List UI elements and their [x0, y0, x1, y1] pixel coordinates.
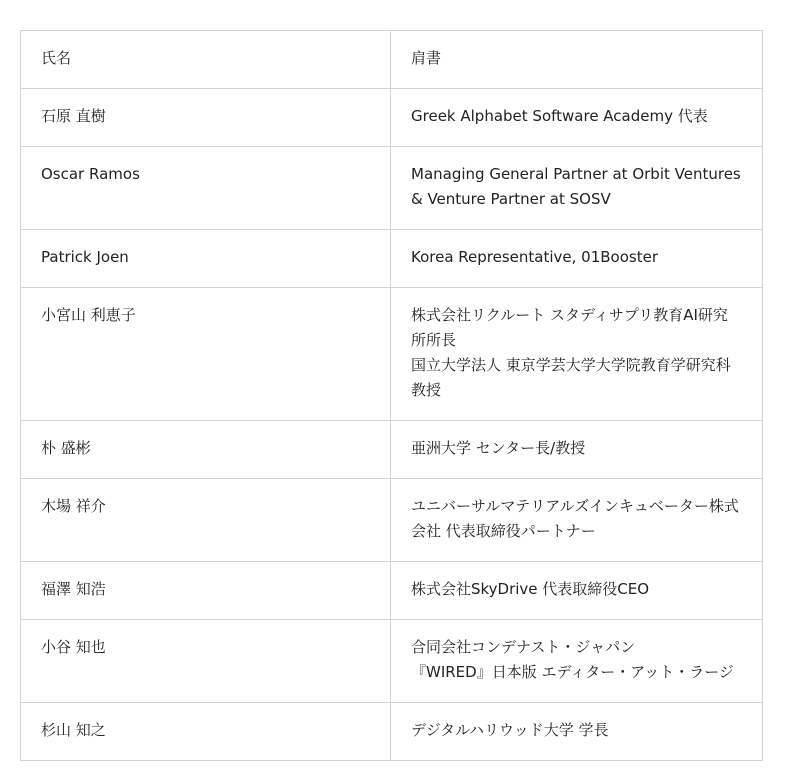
table-row — [21, 230, 763, 288]
name-cell: 杉山 知之 — [21, 703, 391, 761]
speaker-table-container — [20, 30, 762, 761]
title-line: 株式会社リクルート スタディサプリ教育AI研究所所長 — [411, 306, 728, 349]
title-line: ユニバーサルマテリアルズインキュベーター株式会社 代表取締役パートナー — [411, 497, 739, 540]
table-row — [21, 421, 763, 479]
title-line: 株式会社SkyDrive 代表取締役CEO — [411, 580, 650, 598]
title-cell — [391, 147, 763, 230]
speaker-table — [20, 30, 763, 761]
table-row — [21, 703, 763, 761]
title-cell — [391, 288, 763, 421]
title-cell — [391, 230, 763, 288]
name-cell: 石原 直樹 — [21, 89, 391, 147]
title-line: 国立大学法人 東京学芸大学大学院教育学研究科教授 — [411, 356, 731, 399]
table-body — [21, 89, 763, 761]
table-header-row — [21, 31, 763, 89]
title-cell — [391, 562, 763, 620]
title-cell — [391, 479, 763, 562]
table-row — [21, 147, 763, 230]
table-row — [21, 479, 763, 562]
title-line: 『WIRED』日本版 エディター・アット・ラージ — [411, 663, 734, 681]
title-line: Greek Alphabet Software Academy 代表 — [411, 107, 708, 125]
table-row — [21, 562, 763, 620]
title-line: Korea Representative, 01Booster — [411, 248, 658, 266]
title-cell — [391, 421, 763, 479]
name-cell: 朴 盛彬 — [21, 421, 391, 479]
name-cell: 木場 祥介 — [21, 479, 391, 562]
title-line: 亜洲大学 センター長/教授 — [411, 439, 586, 457]
title-line: デジタルハリウッド大学 学長 — [411, 721, 609, 739]
title-cell — [391, 703, 763, 761]
title-cell — [391, 89, 763, 147]
title-cell — [391, 620, 763, 703]
header-name: 氏名 — [21, 31, 391, 89]
name-cell: Oscar Ramos — [21, 147, 391, 230]
name-cell: Patrick Joen — [21, 230, 391, 288]
name-cell: 小宮山 利恵子 — [21, 288, 391, 421]
table-row — [21, 620, 763, 703]
title-line: Managing General Partner at Orbit Ventures & Venture Partner at SOSV — [411, 165, 741, 208]
header-title: 肩書 — [391, 31, 763, 89]
table-row — [21, 89, 763, 147]
table-row — [21, 288, 763, 421]
name-cell: 福澤 知浩 — [21, 562, 391, 620]
name-cell: 小谷 知也 — [21, 620, 391, 703]
title-line: 合同会社コンデナスト・ジャパン — [411, 638, 636, 656]
